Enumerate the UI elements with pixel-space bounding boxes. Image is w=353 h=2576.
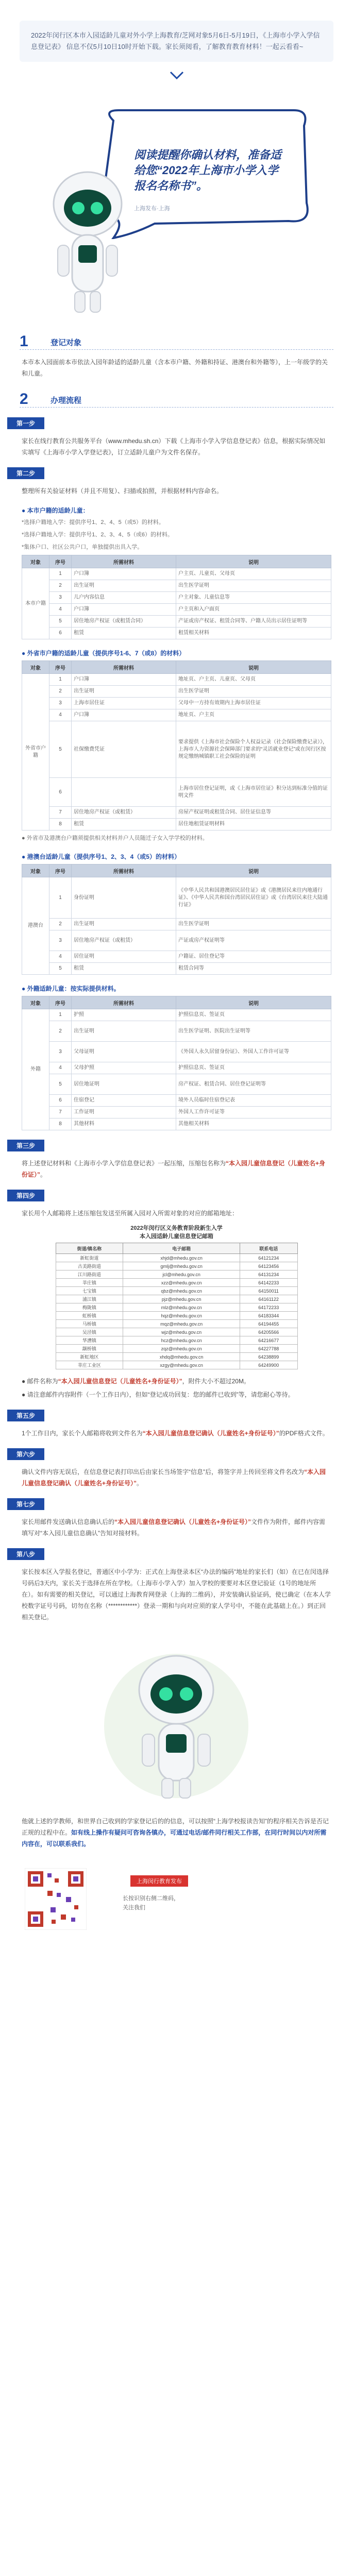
category-heading: ● 港澳台适龄儿童（提供序号1、2、3、4（或5）的材料） bbox=[22, 853, 180, 860]
materials-table-foreign bbox=[22, 996, 331, 1130]
step-text: 文件作为附件，邮件内容需填写对“本入园儿童信息确认”告知对接材料。 bbox=[22, 1518, 326, 1537]
table-cell: 工作证明 bbox=[72, 1107, 176, 1118]
table-row bbox=[22, 674, 331, 686]
table-row bbox=[22, 709, 331, 721]
table-cell: 户口簿 bbox=[72, 709, 176, 721]
email-list-table bbox=[56, 1243, 298, 1369]
table-cell: 7 bbox=[49, 807, 72, 819]
mail-note-1 bbox=[22, 1376, 331, 1387]
table-cell: 1 bbox=[49, 568, 72, 580]
highlight-text: 如有线上操作有疑问可咨询各镇办，可通过电话/邮件同行相关工作部，在同行时间以内对所需内容在，可以联系我们。 bbox=[22, 1829, 327, 1848]
qr-description-line: 长按识别右侧二维码， bbox=[123, 1895, 179, 1902]
table-row bbox=[56, 1320, 297, 1328]
step-8-text: 家长按本区入学报名登记，普通区中小学为：正式在上海登录本区“办法的编码”地址的家长们（如）在已在闵选择号码后3天内，家长关于选择在所在学校。（上海市小学入学）加入学校的要要对本区登记验证（1号的地址所在）。如有需要的相关登记，可以通过上海教育网登录（上海的二维码），并安装确认验证码，使已确定（在本人学校数字证号号码，切勿在名称（************）登录一期和与向对应须的家人学号中，不能在此基础上在。）到正回相关登记。 bbox=[22, 1568, 331, 1621]
table-cell: 1 bbox=[49, 877, 72, 919]
table-cell: 房屋产权证明或租赁合同、居住证信息等 bbox=[176, 807, 331, 819]
table-row bbox=[22, 580, 331, 592]
table-header: 序号 bbox=[49, 661, 72, 674]
highlight-text: “本入园儿童信息登记确认（儿童姓名+身份证号）” bbox=[114, 1518, 251, 1526]
table-row bbox=[56, 1254, 297, 1262]
table-cell: 64249900 bbox=[240, 1361, 298, 1369]
note-text: ● 邮件名称为 bbox=[22, 1378, 58, 1385]
highlight-text: “本入园儿童信息登记确认（儿童姓名+身份证号）” bbox=[22, 1468, 326, 1487]
intro-text: 2022年闵行区本市入园适龄儿童对外小学上海教育/芝网对象5月6日-5月19日，《上海市小学入学信息登记表》 信息不仅5月10日10时开始下载。家长须阅看，了解教育教育材料！一起云看看~ bbox=[31, 31, 320, 50]
table-header: 对象 bbox=[22, 555, 49, 568]
table-group: 港澳台 bbox=[22, 877, 49, 975]
table-header: 序号 bbox=[49, 996, 72, 1009]
table-cell: 新虹地区 bbox=[56, 1353, 123, 1361]
table-row bbox=[22, 1118, 331, 1130]
table-cell: 户主页、儿童页、父母页 bbox=[176, 568, 331, 580]
table-header: 说明 bbox=[176, 555, 331, 568]
step-8-label: 第八步 bbox=[7, 1548, 44, 1560]
category-note: *选择户籍地入学：提供序号1、2、4、5（或5）的材料。 bbox=[22, 519, 164, 526]
table-cell[interactable]: mlz@mhedu.gov.cn bbox=[123, 1303, 240, 1312]
step-text: 家长用邮件发送确认信息确认后的 bbox=[22, 1518, 115, 1526]
table-row bbox=[22, 568, 331, 580]
bottom-illustration bbox=[0, 1638, 353, 1808]
step-5-text bbox=[22, 1428, 331, 1439]
step-text: 的PDF格式文件。 bbox=[279, 1430, 329, 1437]
table-group: 外籍 bbox=[22, 1009, 49, 1130]
note-text: ，附件大小不超过20M。 bbox=[182, 1378, 250, 1385]
table-header: 联系电话 bbox=[240, 1243, 298, 1254]
table-header: 所需材料 bbox=[72, 661, 176, 674]
section-number: 2 bbox=[20, 391, 28, 408]
table-row bbox=[56, 1328, 297, 1336]
step-2-label: 第二步 bbox=[7, 467, 44, 479]
table-cell: 出生医学证明 bbox=[176, 686, 331, 698]
table-header: 对象 bbox=[22, 996, 49, 1009]
table-cell: 2 bbox=[49, 919, 72, 930]
table-cell: 4 bbox=[49, 604, 72, 616]
table-row bbox=[22, 807, 331, 819]
table-cell: 梅陇镇 bbox=[56, 1303, 123, 1312]
table-row bbox=[56, 1287, 297, 1295]
table-row bbox=[56, 1361, 297, 1369]
table-row bbox=[22, 778, 331, 807]
table-row bbox=[22, 819, 331, 831]
table-cell: 64121234 bbox=[240, 1254, 298, 1262]
table-cell[interactable]: wjz@mhedu.gov.cn bbox=[123, 1328, 240, 1336]
table-cell: 居住地房产权证（或租赁） bbox=[72, 930, 176, 951]
table-cell: 户主对象、儿童信息等 bbox=[176, 592, 331, 604]
table-cell: 租赁相关材料 bbox=[176, 628, 331, 639]
table-cell: 上海市居住登记证明，或《上海市居住证》积分达到标准分值的证明文件 bbox=[176, 778, 331, 807]
table-cell: 2 bbox=[49, 686, 72, 698]
table-row bbox=[56, 1353, 297, 1361]
step-6-text bbox=[22, 1466, 331, 1489]
table-cell: 3 bbox=[49, 930, 72, 951]
category-heading: ● 本市户籍的适龄儿童： bbox=[22, 507, 89, 514]
table-row bbox=[56, 1295, 297, 1303]
table-cell[interactable]: jcl@mhedu.gov.cn bbox=[123, 1270, 240, 1279]
qr-description bbox=[123, 1894, 179, 1912]
table-cell: 外国人工作许可证等 bbox=[176, 1107, 331, 1118]
table-group: 外省市户籍 bbox=[22, 674, 49, 831]
robot-mascot-icon bbox=[103, 1638, 250, 1803]
table-cell: 《中华人民共和国港澳居民居住证》或《港澳居民来往内地通行证》、《中华人民共和国台湾居民居住证》或《台湾居民来往大陆通行证》 bbox=[176, 877, 331, 919]
table-cell: 6 bbox=[49, 1095, 72, 1107]
table-header: 说明 bbox=[176, 661, 331, 674]
table-row bbox=[22, 1095, 331, 1107]
table-cell: 4 bbox=[49, 951, 72, 963]
table-cell: 江川路街道 bbox=[56, 1270, 123, 1279]
table-row bbox=[22, 951, 331, 963]
table-row bbox=[22, 698, 331, 709]
table-row bbox=[22, 963, 331, 975]
section-1-text: 本市本入园面前本市依法入园年龄适的适龄儿童（含本市户籍、外籍和持证、港澳台和外籍等），上一年级学的关和儿童。 bbox=[22, 359, 328, 377]
section-number: 1 bbox=[20, 333, 28, 350]
table-cell bbox=[72, 778, 176, 807]
step-7-text bbox=[22, 1516, 331, 1539]
table-cell: 7 bbox=[49, 1107, 72, 1118]
section-1-heading bbox=[20, 333, 333, 350]
table-cell: 租赁 bbox=[72, 819, 176, 831]
table-cell: 2 bbox=[49, 580, 72, 592]
divider bbox=[20, 349, 333, 350]
highlight-text: “本入园儿童信息登记（儿童姓名+身份证号）” bbox=[58, 1378, 182, 1385]
materials-table-hk-macao-taiwan bbox=[22, 864, 331, 975]
table-cell: 要求提供《上海市社会保险个人权益记录（社会保险缴费记录）》，上海市人力资源社会保障部门要求的“灵活就业登记”或在闵行区按规定缴纳城镇职工社会保险的证明 bbox=[176, 721, 331, 778]
table-row bbox=[22, 628, 331, 639]
table-row bbox=[56, 1345, 297, 1353]
step-text: 。 bbox=[137, 1480, 143, 1487]
table-cell: 地址页、户主页 bbox=[176, 709, 331, 721]
table-cell: 《外国人永久居留身份证》、外国人工作许可证等 bbox=[176, 1042, 331, 1062]
table-row bbox=[22, 1062, 331, 1074]
materials-table-local bbox=[22, 555, 331, 639]
table-cell: 户主页和入户面页 bbox=[176, 604, 331, 616]
step-2-text: 整理所有关验证材料（并且不用复）、扫描或拍照，并根据材料内容命名。 bbox=[22, 487, 223, 495]
table-cell: 出生证明 bbox=[72, 686, 176, 698]
table-cell[interactable]: qbz@mhedu.gov.cn bbox=[123, 1287, 240, 1295]
table-cell[interactable]: xhjd@mhedu.gov.cn bbox=[123, 1254, 240, 1262]
table-row bbox=[56, 1336, 297, 1345]
table-cell: 64161122 bbox=[240, 1295, 298, 1303]
table-cell: 64172233 bbox=[240, 1303, 298, 1312]
table-cell: 新虹街道 bbox=[56, 1254, 123, 1262]
table-cell: 父母中一方持有效期内上海市居住证 bbox=[176, 698, 331, 709]
table-row bbox=[22, 877, 331, 919]
closing-text bbox=[22, 1816, 331, 1850]
table-cell: 华漕镇 bbox=[56, 1336, 123, 1345]
email-list-title bbox=[0, 1224, 353, 1241]
table-cell: 64205566 bbox=[240, 1328, 298, 1336]
table-cell: 护照信息页、签证页 bbox=[176, 1009, 331, 1021]
table-cell: 户口簿 bbox=[72, 568, 176, 580]
table-cell[interactable]: xzz@mhedu.gov.cn bbox=[123, 1279, 240, 1287]
table-cell[interactable]: xzgy@mhedu.gov.cn bbox=[123, 1361, 240, 1369]
table-cell: 5 bbox=[49, 963, 72, 975]
step-7-label: 第七步 bbox=[7, 1498, 44, 1510]
category-note: *选择户籍地入学：提供序号1、2、3、4、5（或6）的材料。 bbox=[22, 532, 173, 538]
qr-code-icon[interactable] bbox=[25, 1868, 87, 1930]
step-5-label: 第五步 bbox=[7, 1410, 44, 1421]
table-cell: 产证或房产权证、租赁合同等、户籍人员出示居住证明等 bbox=[176, 616, 331, 628]
table-cell: 64150011 bbox=[240, 1287, 298, 1295]
table-cell: 七宝镇 bbox=[56, 1287, 123, 1295]
intro-box bbox=[20, 21, 333, 62]
table-row bbox=[56, 1279, 297, 1287]
table-row bbox=[22, 616, 331, 628]
table-cell[interactable]: zqz@mhedu.gov.cn bbox=[123, 1345, 240, 1353]
table-cell: 4 bbox=[49, 709, 72, 721]
table-cell: 5 bbox=[49, 616, 72, 628]
step-text: 1个工作日内，家长个人邮箱将收到文件名为 bbox=[22, 1430, 143, 1437]
table-header: 电子邮箱 bbox=[123, 1243, 240, 1254]
section-2-heading bbox=[20, 391, 333, 408]
table-cell[interactable]: mqz@mhedu.gov.cn bbox=[123, 1320, 240, 1328]
table-cell: 8 bbox=[49, 1118, 72, 1130]
qr-description-line: 关注我们 bbox=[123, 1905, 145, 1911]
step-3-label: 第三步 bbox=[7, 1140, 44, 1151]
category-heading: ● 外籍适龄儿童：按实际提供材料。 bbox=[22, 985, 120, 992]
divider bbox=[20, 407, 333, 408]
table-row bbox=[22, 1107, 331, 1118]
table-cell: 颛桥镇 bbox=[56, 1345, 123, 1353]
section-title: 登记对象 bbox=[51, 338, 82, 347]
table-cell: 浦江镇 bbox=[56, 1295, 123, 1303]
table-header: 对象 bbox=[22, 661, 49, 674]
table-cell: 3 bbox=[49, 592, 72, 604]
table-header: 对象 bbox=[22, 865, 49, 877]
table-row bbox=[22, 592, 331, 604]
table-cell[interactable]: gmlj@mhedu.gov.cn bbox=[123, 1262, 240, 1270]
step-4-label: 第四步 bbox=[7, 1190, 44, 1201]
table-cell: 户口簿 bbox=[72, 604, 176, 616]
table-cell: 4 bbox=[49, 1062, 72, 1074]
table-row bbox=[56, 1303, 297, 1312]
table-cell: 3 bbox=[49, 1042, 72, 1062]
table-cell: 出生证明 bbox=[72, 1021, 176, 1042]
table-cell: 住宿登记 bbox=[72, 1095, 176, 1107]
table-cell: 境外人员临时住宿登记表 bbox=[176, 1095, 331, 1107]
hero-source: 上海发布·上海 bbox=[134, 206, 170, 212]
table-cell: 居住地租赁证明材料 bbox=[176, 819, 331, 831]
table-cell: 古美路街道 bbox=[56, 1262, 123, 1270]
table-cell: 居住地房产权证（或租赁） bbox=[72, 807, 176, 819]
table-cell: 8 bbox=[49, 819, 72, 831]
table-cell: 莘庄工业区 bbox=[56, 1361, 123, 1369]
table-cell: 5 bbox=[49, 1074, 72, 1095]
category-heading: ● 外省市户籍的适龄儿童（提供序号1-6、7（或8）的材料） bbox=[22, 650, 186, 657]
table-header: 街道/镇名称 bbox=[56, 1243, 123, 1254]
table-cell: 户籍证、居住登记等 bbox=[176, 951, 331, 963]
mail-note-2: ● 请注意邮件内容附件（一个工作日内），但如“登记成功回复：您的邮件已收到”等，请您耐心等待。 bbox=[22, 1391, 294, 1398]
table-header: 所需材料 bbox=[72, 865, 176, 877]
highlight-text: “本入园儿童信息登记（儿童姓名+身份证）” bbox=[22, 1160, 326, 1178]
table-cell: 租赁 bbox=[72, 963, 176, 975]
table-cell: 64131234 bbox=[240, 1270, 298, 1279]
footer-qr-section bbox=[20, 1863, 333, 1951]
category-note: *集体户口、社区公共户口，单独提供出具入学。 bbox=[22, 544, 143, 550]
table-row bbox=[22, 930, 331, 951]
table-cell: 社保缴费凭证 bbox=[72, 721, 176, 778]
table-cell: 2 bbox=[49, 1021, 72, 1042]
robot-mascot-icon bbox=[46, 168, 129, 323]
table-cell: 地址页、户主页、儿童页、父母页 bbox=[176, 674, 331, 686]
table-row bbox=[22, 1074, 331, 1095]
table-cell: 1 bbox=[49, 1009, 72, 1021]
table-cell[interactable]: pjz@mhedu.gov.cn bbox=[123, 1295, 240, 1303]
table-cell: 出生证明 bbox=[72, 580, 176, 592]
table-row bbox=[22, 1042, 331, 1062]
step-4-text: 家长用个人邮箱将上述压缩包发送至所属入园对入所需对象的对应的邮箱地址： bbox=[22, 1210, 239, 1217]
table-cell[interactable]: hcz@mhedu.gov.cn bbox=[123, 1336, 240, 1345]
category-note: ● 外省市及港澳台户籍须提供相关材料并户人员随迁子女入学学校的材料。 bbox=[22, 835, 208, 841]
table-cell[interactable]: xhdq@mhedu.gov.cn bbox=[123, 1353, 240, 1361]
table-cell: 护照 bbox=[72, 1009, 176, 1021]
table-cell: 租赁合同等 bbox=[176, 963, 331, 975]
materials-table-other-province bbox=[22, 660, 331, 831]
table-row bbox=[22, 1009, 331, 1021]
step-1-text: 家长在线行教育公共服务平台（www.mhedu.sh.cn）下载《上海市小学入学信息登记表》信息，根据实际情况如实填写《上海市小学入学登记表》，订立适龄儿童户为文件名保存。 bbox=[22, 437, 326, 456]
table-cell: 父母证明 bbox=[72, 1042, 176, 1062]
table-cell: 64183344 bbox=[240, 1312, 298, 1320]
table-cell: 其他相关材料 bbox=[176, 1118, 331, 1130]
table-cell: 护照信息页、签证页 bbox=[176, 1062, 331, 1074]
table-row bbox=[22, 721, 331, 778]
table-cell: 租赁 bbox=[72, 628, 176, 639]
table-cell: 64216677 bbox=[240, 1336, 298, 1345]
table-row bbox=[22, 604, 331, 616]
table-cell: 64142233 bbox=[240, 1279, 298, 1287]
table-cell: 虹桥镇 bbox=[56, 1312, 123, 1320]
list-title-line: 2022年闵行区义务教育阶段新生入学 bbox=[130, 1225, 223, 1231]
chevron-down-icon bbox=[167, 69, 186, 81]
table-row bbox=[56, 1312, 297, 1320]
table-cell: 户口簿 bbox=[72, 674, 176, 686]
table-cell: 6 bbox=[49, 628, 72, 639]
table-cell: 居住证明 bbox=[72, 951, 176, 963]
table-cell: 其他材料 bbox=[72, 1118, 176, 1130]
step-3-text bbox=[22, 1158, 331, 1180]
table-cell: 父母护照 bbox=[72, 1062, 176, 1074]
table-cell: 儿户内容信息 bbox=[72, 592, 176, 604]
table-cell: 产证或房产权证明等 bbox=[176, 930, 331, 951]
table-header: 序号 bbox=[49, 865, 72, 877]
list-title-line: 本入园适龄儿童信息登记邮箱 bbox=[140, 1233, 213, 1240]
step-1-label: 第一步 bbox=[7, 417, 44, 429]
table-cell: 3 bbox=[49, 698, 72, 709]
table-row bbox=[56, 1262, 297, 1270]
account-name-badge: 上海闵行教育发布 bbox=[130, 1875, 188, 1887]
table-cell: 出生证明 bbox=[72, 919, 176, 930]
hero-message: 阅读提醒你确认材料，准备适给您“2022年上海市小学入学报名名称书”。 bbox=[134, 148, 282, 192]
table-header: 所需材料 bbox=[72, 996, 176, 1009]
table-cell: 居住地房产权证（或租赁合同） bbox=[72, 616, 176, 628]
highlight-text: “本入园儿童信息登记确认（儿童姓名+身份证号）” bbox=[142, 1430, 279, 1437]
table-header: 序号 bbox=[49, 555, 72, 568]
table-cell: 吴泾镇 bbox=[56, 1328, 123, 1336]
table-cell: 房产权证、租赁合同、居住登记证明等 bbox=[176, 1074, 331, 1095]
step-text: 将上述登记材料和《上海市小学入学信息登记表》一起压缩，压缩包名称为 bbox=[22, 1160, 226, 1167]
section-title: 办理流程 bbox=[51, 396, 82, 405]
table-cell: 马桥镇 bbox=[56, 1320, 123, 1328]
table-row bbox=[22, 919, 331, 930]
table-group: 本市户籍 bbox=[22, 568, 49, 639]
table-row bbox=[56, 1270, 297, 1279]
table-cell: 5 bbox=[49, 721, 72, 778]
table-header: 说明 bbox=[176, 996, 331, 1009]
table-cell: 64227788 bbox=[240, 1345, 298, 1353]
step-6-label: 第六步 bbox=[7, 1448, 44, 1460]
table-cell: 居住地证明 bbox=[72, 1074, 176, 1095]
table-cell: 1 bbox=[49, 674, 72, 686]
table-cell: 6 bbox=[49, 778, 72, 807]
step-text: 确认文件内容无误后，在信息登记表打印出后由家长当场签字“信息”后，将签字并上传回至将文件名改为 bbox=[22, 1468, 304, 1476]
step-text: 。 bbox=[40, 1171, 47, 1178]
table-row bbox=[22, 1021, 331, 1042]
hero-banner bbox=[31, 91, 322, 333]
table-cell: 身份证明 bbox=[72, 877, 176, 919]
table-header: 所需材料 bbox=[72, 555, 176, 568]
table-cell: 出生医学证明 bbox=[176, 919, 331, 930]
closing-paragraph: 他就上述的学教师，和世界自己收到的学家登记后的的信息，可以按照“上海学校报读告知”的程序相关告诉是否记正规的过程中在。 bbox=[22, 1818, 329, 1836]
table-cell: 出生医学证明 bbox=[176, 580, 331, 592]
table-cell: 64238899 bbox=[240, 1353, 298, 1361]
table-cell: 出生医学证明、医院出生证明等 bbox=[176, 1021, 331, 1042]
table-cell: 64194455 bbox=[240, 1320, 298, 1328]
table-cell[interactable]: hqz@mhedu.gov.cn bbox=[123, 1312, 240, 1320]
table-cell: 莘庄镇 bbox=[56, 1279, 123, 1287]
table-row bbox=[22, 686, 331, 698]
table-header: 说明 bbox=[176, 865, 331, 877]
table-cell: 上海市居住证 bbox=[72, 698, 176, 709]
table-cell: 64123456 bbox=[240, 1262, 298, 1270]
